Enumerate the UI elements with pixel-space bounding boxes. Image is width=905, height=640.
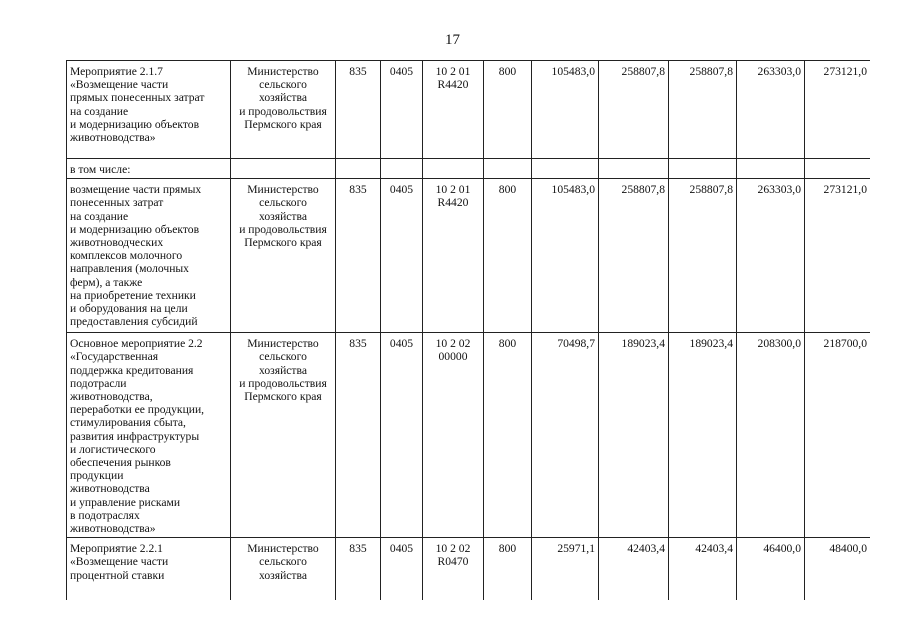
target-article-code-cell: 10 2 02 00000 xyxy=(423,333,484,538)
amount-year-1-cell: 105483,0 xyxy=(532,179,599,333)
section-code-cell: 0405 xyxy=(381,333,423,538)
amount-year-4-cell xyxy=(737,159,805,179)
measure-name-cell: возмещение части прямых понесенных затрат на создание и модернизацию объектов животноводческих комплексов молочного направления (молочных ферм), а также на приобретение техники и оборудования на цели предоставления субсидий xyxy=(67,179,231,333)
executor-cell: Министерство сельского хозяйства xyxy=(231,538,336,600)
table-row xyxy=(67,179,871,333)
executor-cell: Министерство сельского хозяйства и продовольствия Пермского края xyxy=(231,333,336,538)
amount-year-3-cell: 258807,8 xyxy=(669,61,737,159)
measure-name-cell: Мероприятие 2.1.7 «Возмещение части прямых понесенных затрат на создание и модернизацию объектов животноводства» xyxy=(67,61,231,159)
target-article-code-cell: 10 2 01 R4420 xyxy=(423,61,484,159)
grbs-code-cell: 835 xyxy=(336,61,381,159)
executor-cell xyxy=(231,159,336,179)
amount-year-5-cell: 273121,0 xyxy=(805,179,871,333)
grbs-code-cell: 835 xyxy=(336,538,381,600)
amount-year-1-cell: 105483,0 xyxy=(532,61,599,159)
amount-year-5-cell xyxy=(805,159,871,179)
amount-year-5-cell: 273121,0 xyxy=(805,61,871,159)
amount-year-5-cell: 218700,0 xyxy=(805,333,871,538)
measure-name-cell: в том числе: xyxy=(67,159,231,179)
section-code-cell: 0405 xyxy=(381,538,423,600)
grbs-code-cell: 835 xyxy=(336,179,381,333)
section-code-cell xyxy=(381,159,423,179)
target-article-code-cell xyxy=(423,159,484,179)
amount-year-3-cell: 189023,4 xyxy=(669,333,737,538)
amount-year-3-cell: 258807,8 xyxy=(669,179,737,333)
budget-table xyxy=(66,60,870,600)
target-article-code-cell: 10 2 01 R4420 xyxy=(423,179,484,333)
page-number: 17 xyxy=(445,32,460,48)
amount-year-1-cell xyxy=(532,159,599,179)
expense-type-code-cell: 800 xyxy=(484,333,532,538)
section-code-cell: 0405 xyxy=(381,61,423,159)
amount-year-3-cell xyxy=(669,159,737,179)
amount-year-1-cell: 25971,1 xyxy=(532,538,599,600)
amount-year-2-cell: 189023,4 xyxy=(599,333,669,538)
expense-type-code-cell: 800 xyxy=(484,538,532,600)
section-code-cell: 0405 xyxy=(381,179,423,333)
amount-year-3-cell: 42403,4 xyxy=(669,538,737,600)
amount-year-2-cell xyxy=(599,159,669,179)
amount-year-4-cell: 208300,0 xyxy=(737,333,805,538)
table-row xyxy=(67,159,871,179)
table-row xyxy=(67,333,871,538)
amount-year-1-cell: 70498,7 xyxy=(532,333,599,538)
amount-year-4-cell: 263303,0 xyxy=(737,61,805,159)
table-row xyxy=(67,538,871,600)
expense-type-code-cell xyxy=(484,159,532,179)
table-row xyxy=(67,61,871,159)
measure-name-cell: Мероприятие 2.2.1 «Возмещение части процентной ставки xyxy=(67,538,231,600)
grbs-code-cell: 835 xyxy=(336,333,381,538)
amount-year-5-cell: 48400,0 xyxy=(805,538,871,600)
amount-year-4-cell: 263303,0 xyxy=(737,179,805,333)
grbs-code-cell xyxy=(336,159,381,179)
amount-year-2-cell: 258807,8 xyxy=(599,61,669,159)
target-article-code-cell: 10 2 02 R0470 xyxy=(423,538,484,600)
executor-cell: Министерство сельского хозяйства и продовольствия Пермского края xyxy=(231,61,336,159)
expense-type-code-cell: 800 xyxy=(484,179,532,333)
executor-cell: Министерство сельского хозяйства и продовольствия Пермского края xyxy=(231,179,336,333)
amount-year-2-cell: 258807,8 xyxy=(599,179,669,333)
expense-type-code-cell: 800 xyxy=(484,61,532,159)
measure-name-cell: Основное мероприятие 2.2 «Государственная поддержка кредитования подотрасли животноводства, переработки ее продукции, стимулирования сбыта, развития инфраструктуры и логистического обеспечения рынков продукции животноводства и управление рисками в подотраслях животноводства» xyxy=(67,333,231,538)
amount-year-4-cell: 46400,0 xyxy=(737,538,805,600)
amount-year-2-cell: 42403,4 xyxy=(599,538,669,600)
